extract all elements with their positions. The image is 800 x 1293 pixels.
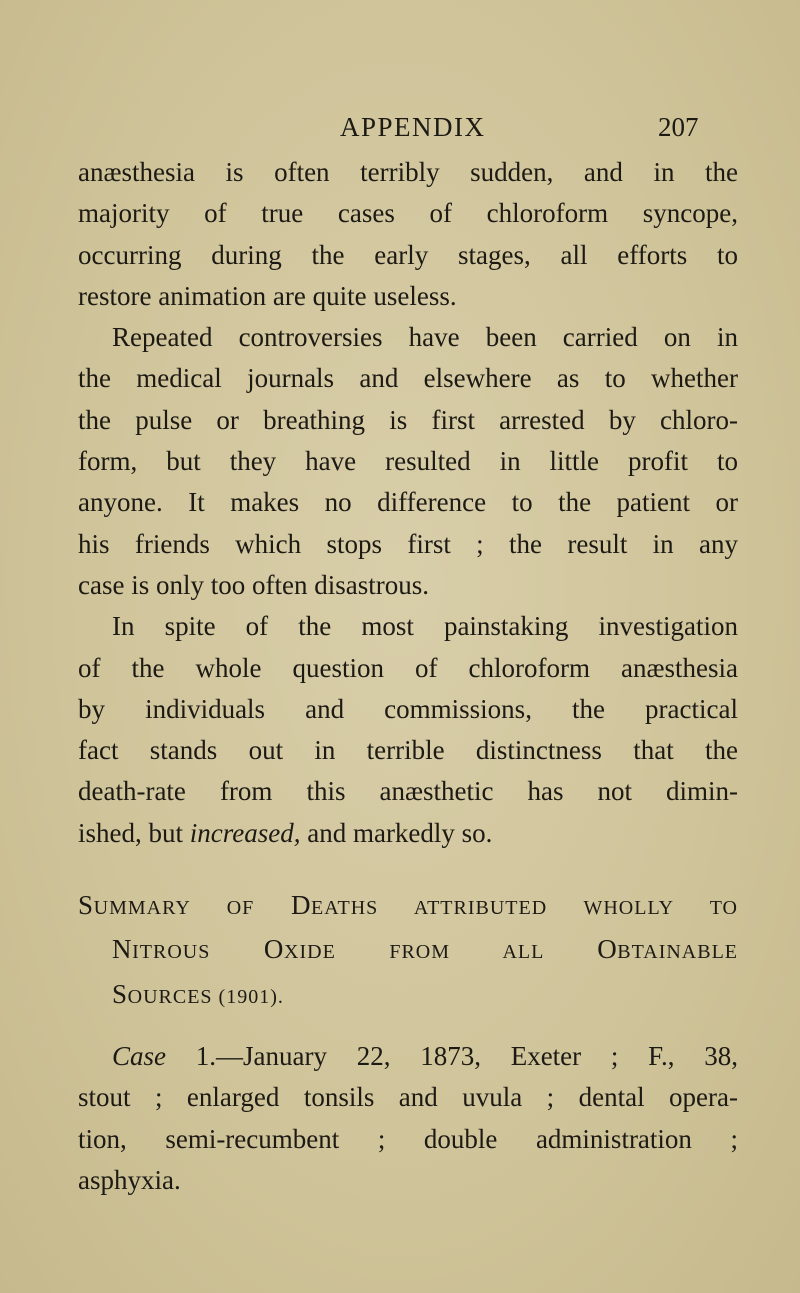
case-label: Case xyxy=(112,1040,166,1071)
text-line: stout ; enlarged tonsils and uvula ; dental opera- xyxy=(78,1082,738,1113)
text-line: majority of true cases of chloroform syncope, xyxy=(78,198,738,229)
text-run: ished, but xyxy=(78,817,190,848)
text-line: occurring during the early stages, all efforts to xyxy=(78,239,738,270)
text-line: anyone. It makes no difference to the patient or xyxy=(78,487,738,518)
heading-run: S xyxy=(112,978,128,1009)
paragraph-1 xyxy=(78,152,738,317)
heading-line xyxy=(78,929,738,973)
text-line xyxy=(78,1036,738,1077)
text-line: of the whole question of chloroform anæsthesia xyxy=(78,652,738,683)
text-line xyxy=(78,813,738,854)
text-line: asphyxia. xyxy=(78,1164,181,1195)
running-title: APPENDIX xyxy=(340,112,486,142)
text-line: restore animation are quite useless. xyxy=(78,280,457,311)
text-line: death-rate from this anæsthetic has not dimin- xyxy=(78,776,738,807)
heading-run: N xyxy=(112,934,133,965)
text-line: fact stands out in terrible distinctness that the xyxy=(78,735,738,766)
text-line: his friends which stops first ; the result in any xyxy=(78,528,738,559)
running-head xyxy=(0,112,800,152)
text-line: the pulse or breathing is first arrested by chloro- xyxy=(78,404,738,435)
heading-run: S xyxy=(78,890,94,921)
heading-line xyxy=(78,885,738,929)
page-number: 207 xyxy=(658,112,699,142)
heading-run: O xyxy=(263,934,285,965)
heading-run: O xyxy=(597,934,618,965)
heading-line xyxy=(78,974,738,1018)
paragraph-3 xyxy=(78,606,738,854)
text-line: Repeated controversies have been carried on in xyxy=(112,322,738,353)
heading-run: ITROUS xyxy=(132,941,264,964)
text-line: anæsthesia is often terribly sudden, and in the xyxy=(78,157,738,187)
case-entry xyxy=(78,1036,738,1201)
body-text xyxy=(78,152,738,1201)
text-line: the medical journals and elsewhere as to whether xyxy=(78,363,738,394)
heading-run: UMMARY OF xyxy=(93,897,291,920)
text-run: and markedly so. xyxy=(300,817,493,848)
emphasis-text: increased, xyxy=(189,817,301,848)
text-line: tion, semi-recumbent ; double administration ; xyxy=(78,1123,738,1154)
text-run: 1.—January 22, 1873, Exeter ; F., 38, xyxy=(166,1040,738,1071)
text-line: by individuals and commissions, the practical xyxy=(78,693,738,724)
text-line: In spite of the most painstaking investigation xyxy=(112,611,738,642)
heading-run: XIDE FROM ALL xyxy=(284,941,598,964)
heading-run: EATHS ATTRIBUTED WHOLLY TO xyxy=(311,897,738,920)
text-line: form, but they have resulted in little profit to xyxy=(78,446,738,477)
heading-run: OURCES (1901). xyxy=(127,985,284,1008)
text-line: case is only too often disastrous. xyxy=(78,569,429,600)
heading-run: BTAINABLE xyxy=(617,941,739,964)
heading-run: D xyxy=(290,890,312,921)
paragraph-2 xyxy=(78,317,738,606)
summary-heading xyxy=(78,885,738,1018)
